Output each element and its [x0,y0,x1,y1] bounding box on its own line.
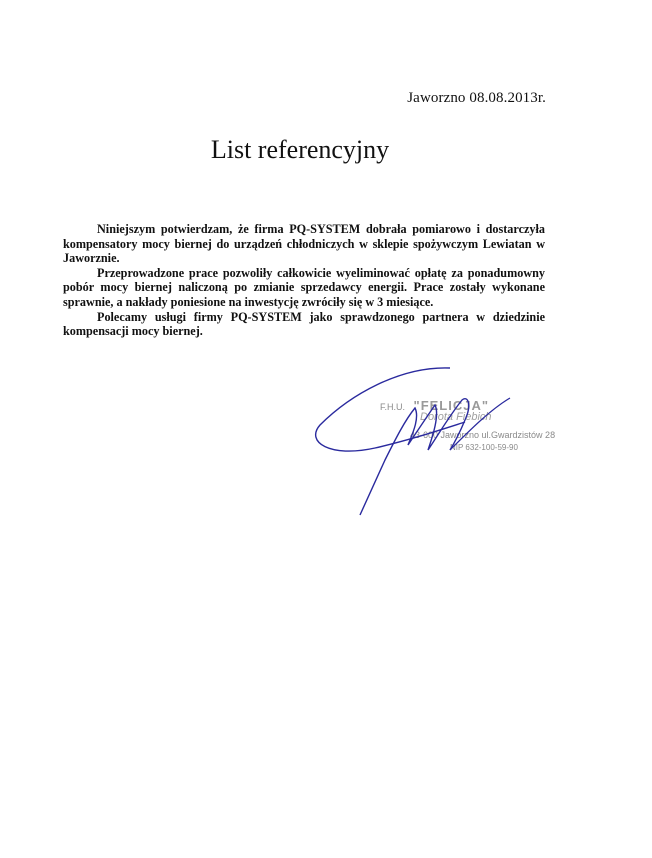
letter-date: Jaworzno 08.08.2013r. [407,90,546,106]
stamp-address: 43-600 Jaworzno ul.Gwardzistów 28 [410,430,556,440]
paragraph-recommendation: Polecamy usługi firmy PQ-SYSTEM jako sprawdzonego partnera w dziedzinie kompensacji mocy biernej. [63,309,545,339]
paragraph-confirmation: Niniejszym potwierdzam, że firma PQ-SYSTEM dobrała pomiarowo i dostarczyła kompensatory mocy biernej do urządzeń chłodniczych w sklepie spożywczym Lewiatan w Jaworznie. [63,222,545,266]
letter-body [63,222,545,339]
signature-graphic [300,360,530,520]
signature-stroke [360,399,469,515]
stamp-nip: NIP 632-100-59-90 [450,443,518,452]
stamp-owner: Dorota Fiebich [420,411,492,423]
stamp-brand: "FELICJA" [413,398,490,413]
letter-title: List referencyjny [210,135,390,164]
signature-loop [316,368,465,451]
stamp-prefix: F.H.U. [380,402,406,412]
paragraph-results: Przeprowadzone prace pozwoliły całkowicie wyeliminować opłatę za ponadumowny pobór mocy biernej naliczoną po zmianie sprzedawcy energii. Prace zostały wykonane sprawnie, a nakłady poniesione na inwestycję zwróciły się w 3 miesiące. [63,265,545,309]
